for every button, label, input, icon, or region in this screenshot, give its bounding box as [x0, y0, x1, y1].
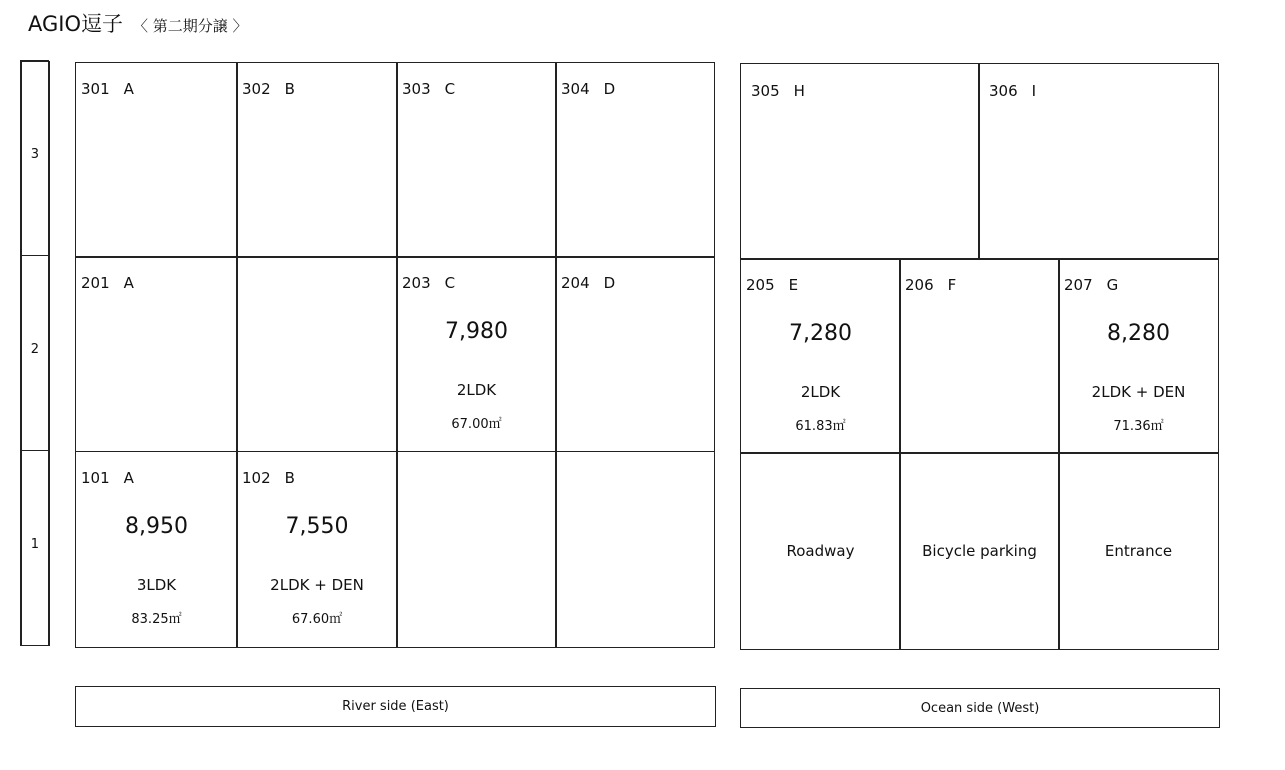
unit-area: 67.00㎡	[451, 417, 502, 432]
floor-3-label: 3	[30, 147, 40, 163]
unit-103-empty	[396, 451, 557, 648]
unit-type: G	[1106, 276, 1119, 294]
unit-203[interactable]	[396, 256, 557, 452]
bicycle-parking-label: Bicycle parking	[922, 542, 1037, 560]
unit-number: 305	[751, 82, 780, 100]
unit-layout: 2LDK + DEN	[270, 576, 364, 594]
unit-type: B	[284, 469, 295, 487]
building-name: AGIO逗子	[28, 12, 123, 36]
unit-305[interactable]	[740, 63, 980, 260]
floor-1-label: 1	[30, 537, 40, 552]
unit-price: 7,550	[285, 514, 349, 539]
unit-number: 303	[402, 80, 431, 98]
east-side-label: River side (East)	[342, 699, 449, 714]
unit-205[interactable]	[740, 258, 901, 454]
unit-207[interactable]	[1058, 258, 1219, 454]
unit-type: D	[603, 80, 616, 98]
unit-area: 61.83㎡	[795, 419, 846, 434]
unit-206[interactable]	[899, 258, 1060, 454]
unit-302[interactable]	[236, 62, 398, 258]
unit-number: 203	[402, 274, 431, 292]
unit-type: I	[1031, 82, 1037, 100]
entrance-area	[1058, 452, 1219, 650]
unit-104-empty	[555, 451, 715, 648]
unit-layout: 3LDK	[136, 576, 177, 594]
floor-3-cell	[20, 60, 49, 256]
unit-area: 83.25㎡	[131, 612, 182, 627]
unit-type: C	[444, 80, 456, 98]
unit-type: A	[123, 274, 134, 292]
unit-price: 8,280	[1107, 321, 1170, 346]
unit-number: 301	[81, 80, 110, 98]
east-side-label-box	[75, 686, 716, 727]
unit-area: 67.60㎡	[291, 612, 343, 627]
unit-type: F	[947, 276, 957, 294]
unit-number: 302	[242, 80, 271, 98]
unit-number: 204	[561, 274, 590, 292]
west-side-label-box	[740, 688, 1220, 728]
roadway-label: Roadway	[786, 542, 855, 560]
roadway-area	[740, 452, 901, 650]
unit-101[interactable]	[75, 451, 238, 648]
unit-type: A	[123, 80, 134, 98]
unit-price: 7,980	[445, 319, 508, 344]
unit-layout: 2LDK	[800, 383, 841, 401]
unit-layout: 2LDK + DEN	[1091, 383, 1186, 401]
unit-number: 304	[561, 80, 590, 98]
unit-number: 102	[242, 469, 271, 487]
unit-type: E	[788, 276, 799, 294]
unit-type: C	[444, 274, 456, 292]
unit-301[interactable]	[75, 62, 238, 258]
west-side-label: Ocean side (West)	[920, 700, 1040, 716]
unit-type: D	[603, 274, 616, 292]
unit-type: A	[123, 469, 134, 487]
unit-layout: 2LDK	[456, 381, 497, 399]
unit-202-empty	[236, 256, 398, 452]
floor-2-label: 2	[30, 342, 40, 357]
unit-306[interactable]	[978, 63, 1219, 260]
unit-102[interactable]	[236, 451, 398, 648]
unit-201[interactable]	[75, 256, 238, 452]
unit-number: 206	[905, 276, 934, 294]
unit-type: B	[284, 80, 295, 98]
unit-number: 101	[81, 469, 110, 487]
unit-number: 205	[746, 276, 775, 294]
unit-303[interactable]	[396, 62, 557, 258]
unit-number: 306	[989, 82, 1018, 100]
floor-indicator	[21, 61, 50, 646]
sale-phase: 〈 第二期分譲 〉	[133, 17, 248, 35]
floor-1-cell	[20, 450, 49, 646]
unit-type: H	[793, 82, 805, 100]
floor-2-cell	[20, 255, 49, 451]
unit-number: 201	[81, 274, 110, 292]
unit-area: 71.36㎡	[1113, 419, 1164, 434]
unit-price: 8,950	[125, 514, 188, 539]
entrance-label: Entrance	[1104, 542, 1173, 560]
unit-price: 7,280	[789, 321, 852, 346]
unit-304[interactable]	[555, 62, 715, 258]
page-title	[28, 8, 248, 38]
unit-number: 207	[1064, 276, 1093, 294]
unit-204[interactable]	[555, 256, 715, 452]
bicycle-parking-area	[899, 452, 1060, 650]
